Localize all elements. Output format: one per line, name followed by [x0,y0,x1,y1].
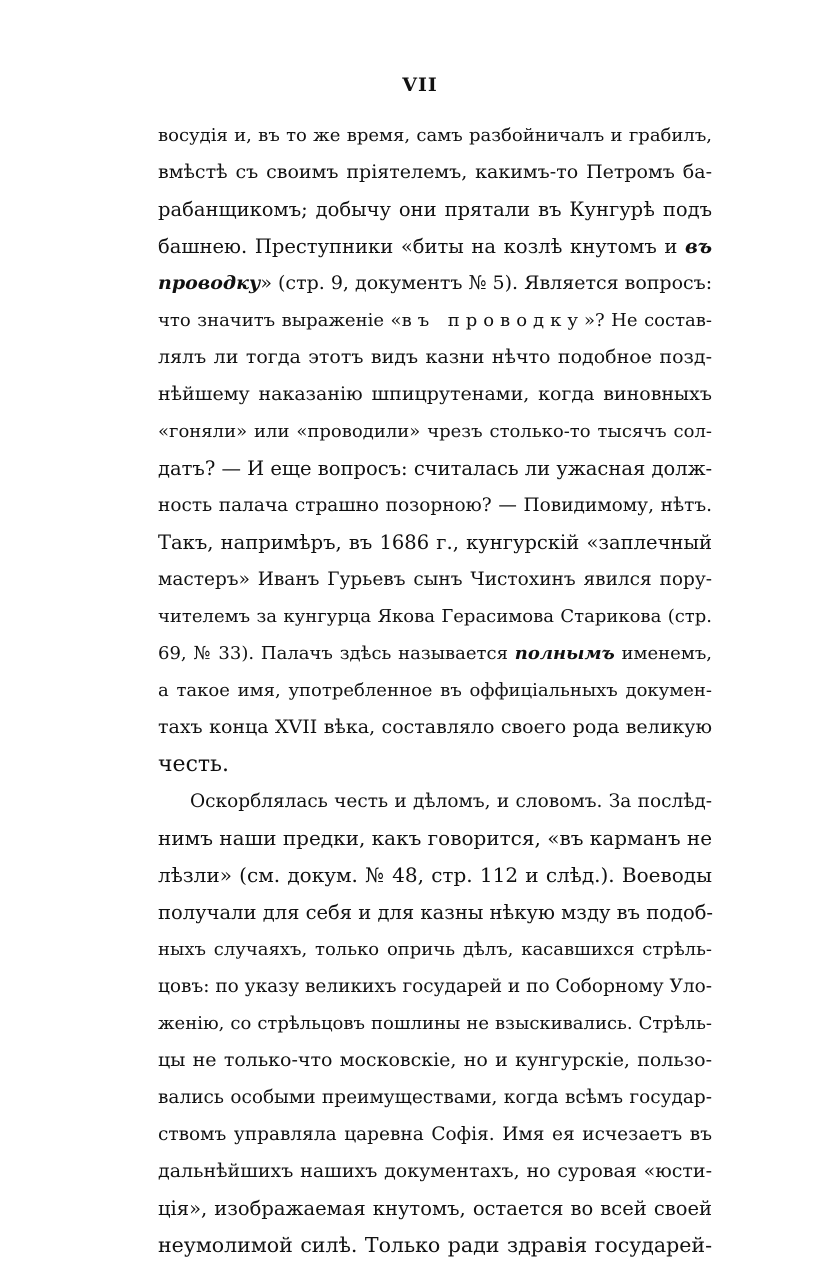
italic-text: полнымъ [514,643,615,664]
text-line [158,154,712,191]
spaced-text: въ проводку [401,310,584,331]
text-line [158,1190,712,1227]
text-fragment: Оскорблялась честь и дѣломъ, и словомъ. За послѣд- [190,791,712,812]
text-fragment: вмѣстѣ съ своимъ пріятелемъ, какимъ-то Петромъ ба- [158,161,712,183]
text-fragment: нимъ наши предки, какъ говорится, «въ карманъ не [158,826,713,850]
text-line [158,487,712,524]
text-line [158,561,712,598]
text-fragment: нѣйшему наказанію шпицрутенами, когда виновныхъ [158,383,712,405]
text-line [158,450,712,487]
text-line [158,1116,712,1153]
text-line [158,968,712,1005]
text-fragment: цы не только-что московскіе, но и кунгурскіе, пользо- [158,1049,712,1071]
text-fragment: неумолимой силѣ. Только ради здравія государей- [158,1233,712,1257]
text-line [158,709,712,746]
text-fragment: рабанщикомъ; добычу они прятали въ Кунгурѣ подъ [158,198,712,221]
italic-text: въ [685,235,712,258]
text-line [158,265,712,302]
text-fragment: женію, со стрѣльцовъ пошлины не взыскивались. Стрѣль- [158,1013,712,1034]
text-fragment: тахъ конца XVII вѣка, составляло своего рода великую [158,716,712,738]
text-fragment: »? Не состав- [583,310,712,331]
text-fragment: восудія и, въ то же время, самъ разбойничалъ и грабилъ, [158,125,712,146]
text-line [158,635,712,672]
page-number: VII [402,74,438,96]
text-line [158,1153,712,1190]
text-fragment: что значитъ выраженіе « [158,310,402,331]
text-line [158,191,712,228]
text-line [158,820,712,857]
text-fragment: ствомъ управляла царевна Софія. Имя ея исчезаетъ въ [158,1124,712,1145]
text-line [158,1042,712,1079]
text-line [158,746,712,783]
text-fragment: вались особыми преимуществами, когда всѣмъ государ- [158,1087,712,1108]
text-fragment: честь. [158,752,230,777]
text-fragment: 69, № 33). Палачъ здѣсь называется [158,643,515,664]
text-line [158,339,712,376]
text-fragment: а такое имя, употребленное въ оффиціальныхъ докумен- [158,680,712,701]
text-fragment: «гоняли» или «проводили» чрезъ столько-то тысячъ сол- [158,421,712,442]
text-fragment: » (стр. 9, документъ № 5). Является вопросъ: [260,272,713,294]
text-fragment: ція», изображаемая кнутомъ, остается во всей своей [158,1197,712,1220]
text-line [158,524,712,561]
text-fragment: ныхъ случаяхъ, только опричь дѣлъ, касавшихся стрѣль- [158,939,712,960]
text-fragment: ность палача страшно позорною? — Повидимому, нѣтъ. [158,495,712,516]
text-line [158,894,712,931]
text-line [158,302,712,339]
text-fragment: мастеръ» Иванъ Гурьевъ сынъ Чистохинъ явился пору- [158,569,712,590]
text-line [158,931,712,968]
text-line [158,376,712,413]
text-fragment: именемъ, [614,643,712,664]
text-fragment: башнею. Преступники «биты на козлѣ кнутомъ и [158,235,686,258]
text-line [158,413,712,450]
text-line [158,228,712,265]
text-fragment: лялъ ли тогда этотъ видъ казни нѣчто подобное позд- [158,346,712,368]
italic-text: проводку [158,272,261,294]
text-line [158,1005,712,1042]
text-fragment: получали для себя и для казны нѣкую мзду въ подоб- [158,901,714,924]
text-line [158,857,712,894]
text-line [158,783,712,820]
text-fragment: чителемъ за кунгурца Якова Герасимова Старикова (стр. [158,606,712,627]
text-fragment: датъ? — И еще вопросъ: считалась ли ужасная долж- [158,457,713,480]
text-line [158,672,712,709]
text-fragment: цовъ: по указу великихъ государей и по Соборному Уло- [158,976,713,997]
text-line [158,1227,712,1264]
text-fragment: дальнѣйшихъ нашихъ документахъ, но суровая «юсти- [158,1160,712,1182]
body-text [158,117,712,1264]
text-line [158,598,712,635]
text-line [158,117,712,154]
text-fragment: лѣзли» (см. докум. № 48, стр. 112 и слѣд.). Воеводы [158,863,712,887]
text-line [158,1079,712,1116]
text-fragment: Такъ, напримѣръ, въ 1686 г., кунгурскій «заплечный [158,531,712,554]
